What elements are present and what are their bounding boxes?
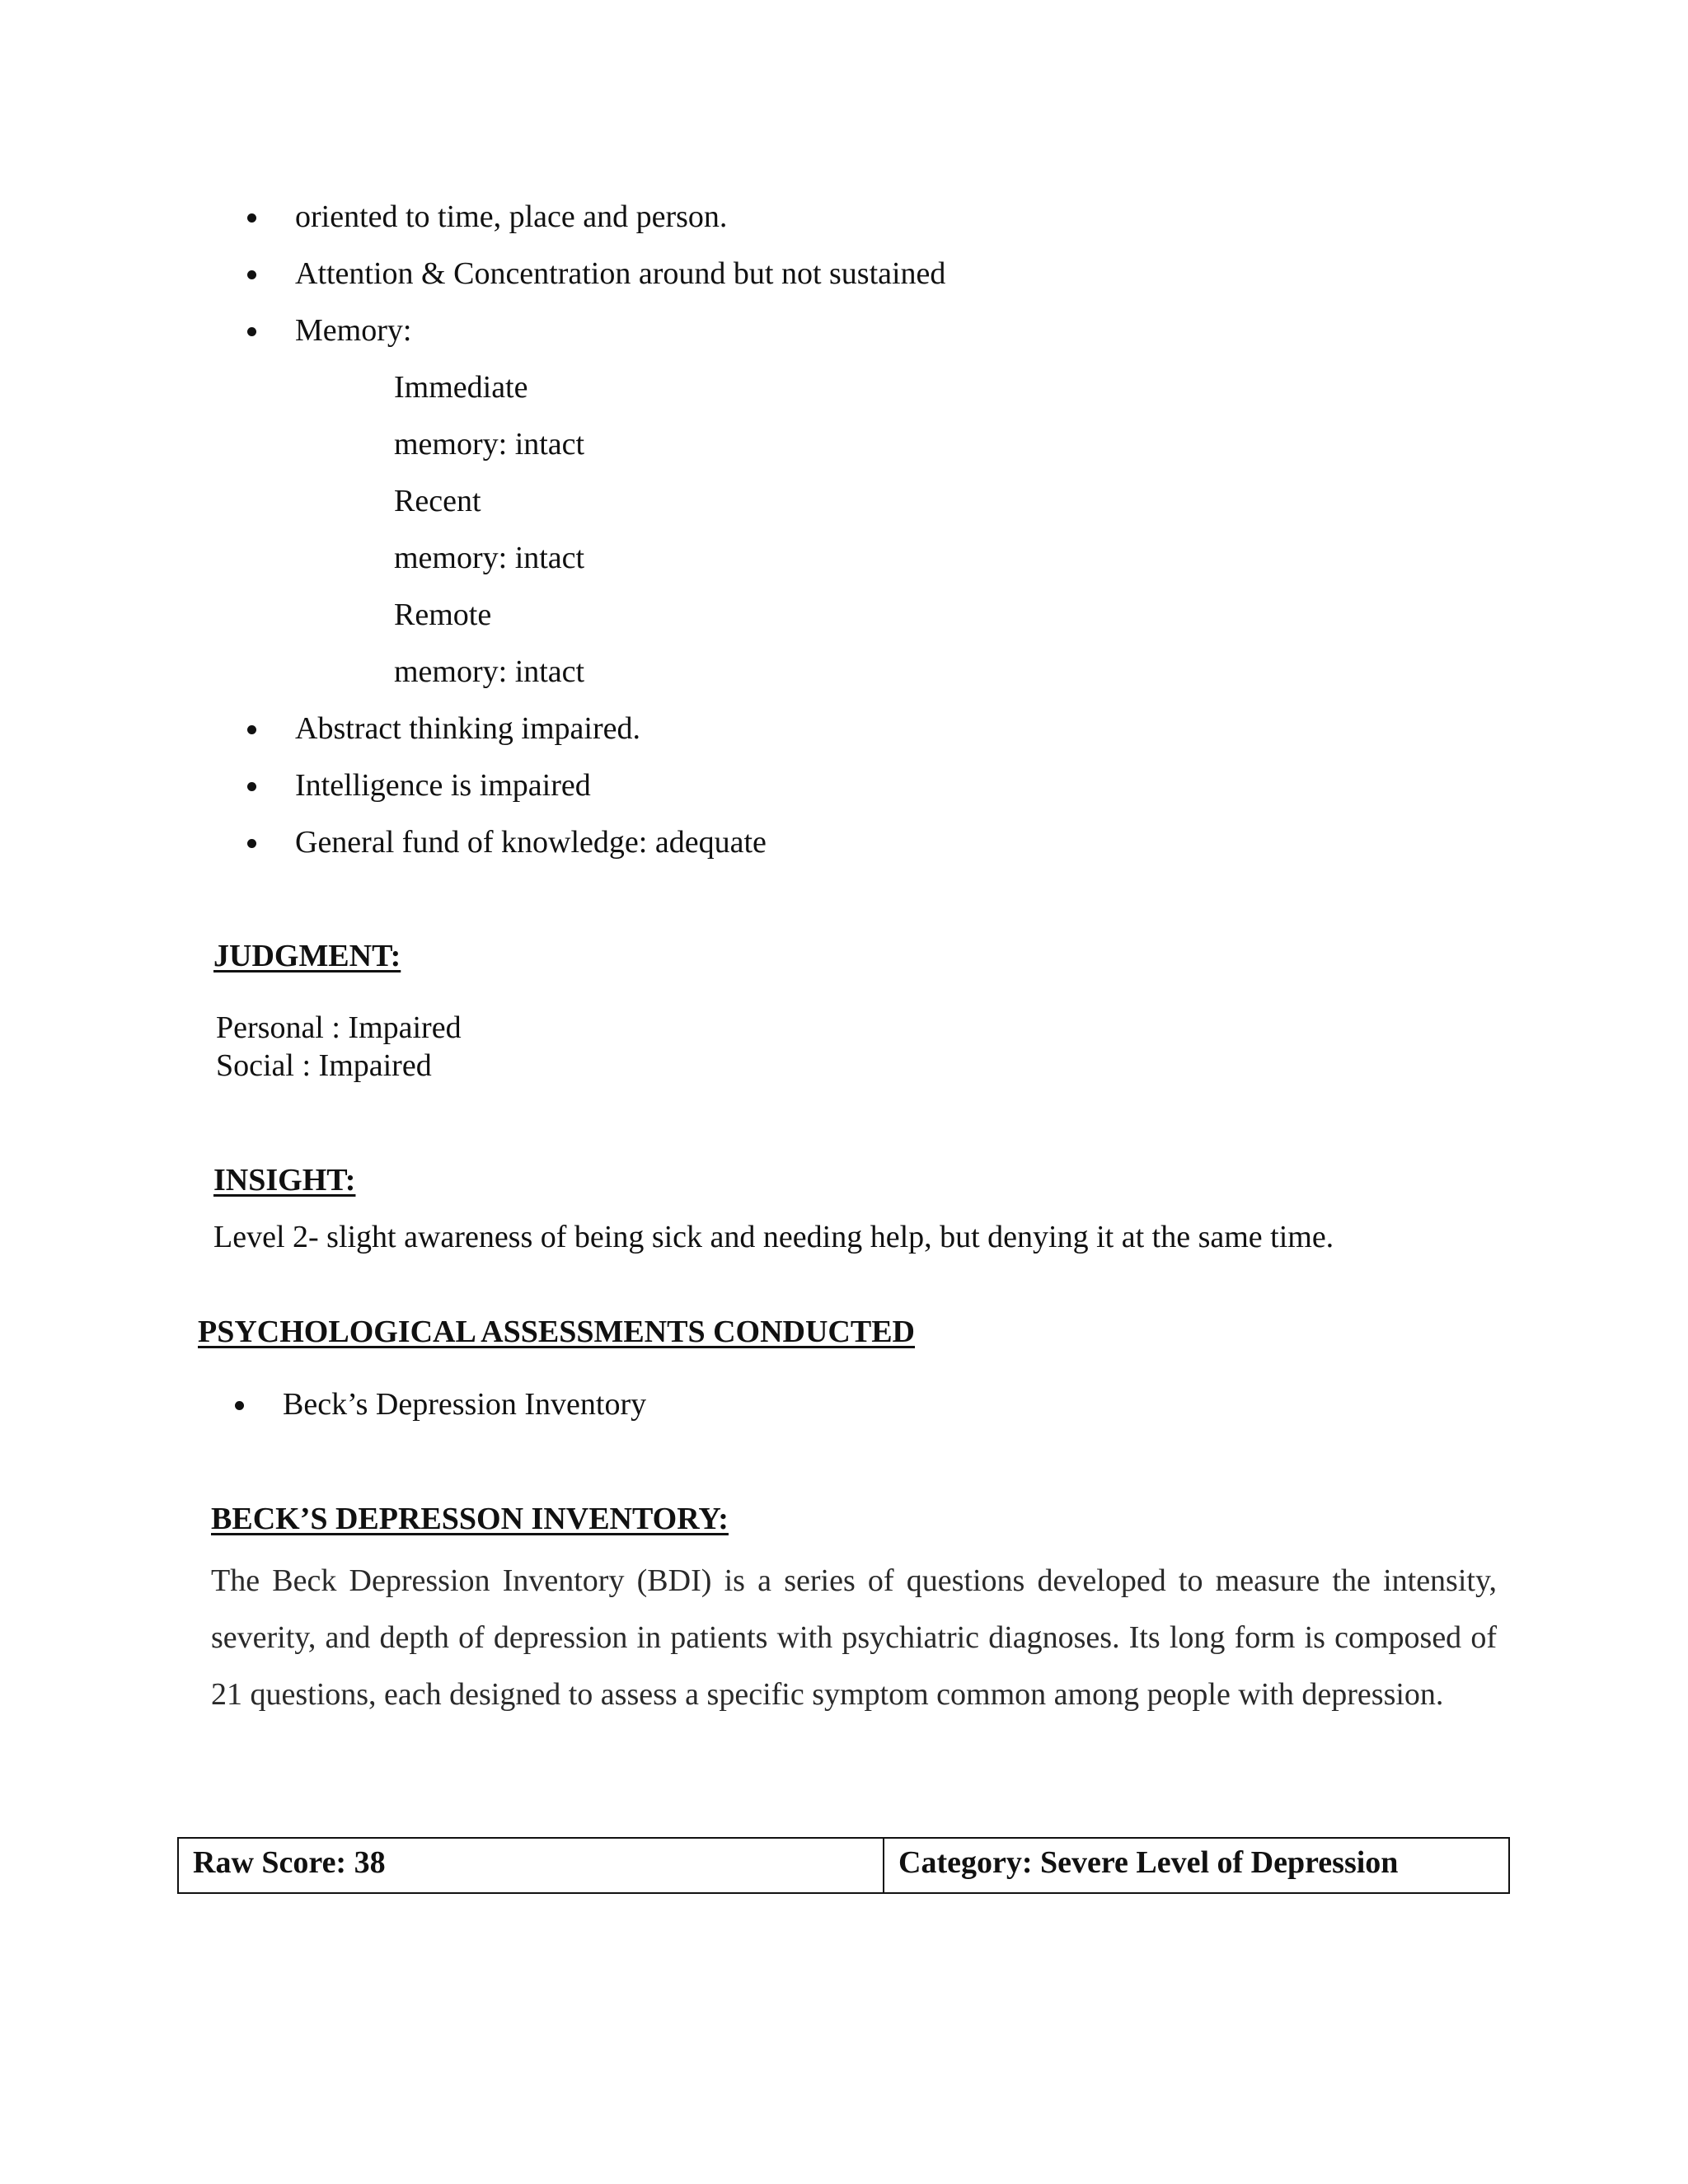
assessments-heading: PSYCHOLOGICAL ASSESSMENTS CONDUCTED [198, 1315, 915, 1349]
bullet-icon [247, 327, 256, 336]
bullet-icon [247, 270, 256, 279]
bdi-description: The Beck Depression Inventory (BDI) is a series of questions developed to measure the intensity, severity, and depth of depression in patients with psychiatric diagnoses. Its long form is composed of 21 questions, each designed to assess a specific symptom common among people with depression. [211, 1563, 1497, 1712]
bullet-icon [235, 1401, 244, 1410]
memory-line: memory: intact [394, 427, 585, 462]
memory-line: memory: intact [394, 541, 585, 575]
category-cell: Category: Severe Level of Depression [898, 1845, 1399, 1880]
judgment-social: Social : Impaired [216, 1048, 432, 1083]
raw-score-cell: Raw Score: 38 [179, 1839, 884, 1892]
bdi-heading: BECK’S DEPRESSON INVENTORY: [211, 1502, 729, 1536]
judgment-personal: Personal : Impaired [216, 1010, 462, 1045]
bullet-icon [247, 839, 256, 848]
memory-line: Remote [394, 598, 492, 632]
memory-label: Memory: [295, 313, 412, 348]
bullet-icon [247, 213, 256, 223]
memory-line: Immediate [394, 370, 528, 405]
score-table [177, 1837, 1510, 1894]
insight-heading: INSIGHT: [213, 1163, 356, 1197]
assessment-item: Beck’s Depression Inventory [283, 1387, 647, 1422]
orientation-text: oriented to time, place and person. [295, 199, 728, 234]
insight-text: Level 2- slight awareness of being sick and needing help, but denying it at the same time. [213, 1220, 1334, 1254]
attention-text: Attention & Concentration around but not sustained [295, 256, 946, 291]
bullet-icon [247, 725, 256, 734]
memory-line: memory: intact [394, 654, 585, 689]
memory-line: Recent [394, 484, 481, 518]
knowledge-text: General fund of knowledge: adequate [295, 825, 767, 860]
judgment-heading: JUDGMENT: [213, 939, 401, 973]
intelligence-text: Intelligence is impaired [295, 768, 591, 803]
abstract-text: Abstract thinking impaired. [295, 711, 640, 746]
bullet-icon [247, 782, 256, 791]
